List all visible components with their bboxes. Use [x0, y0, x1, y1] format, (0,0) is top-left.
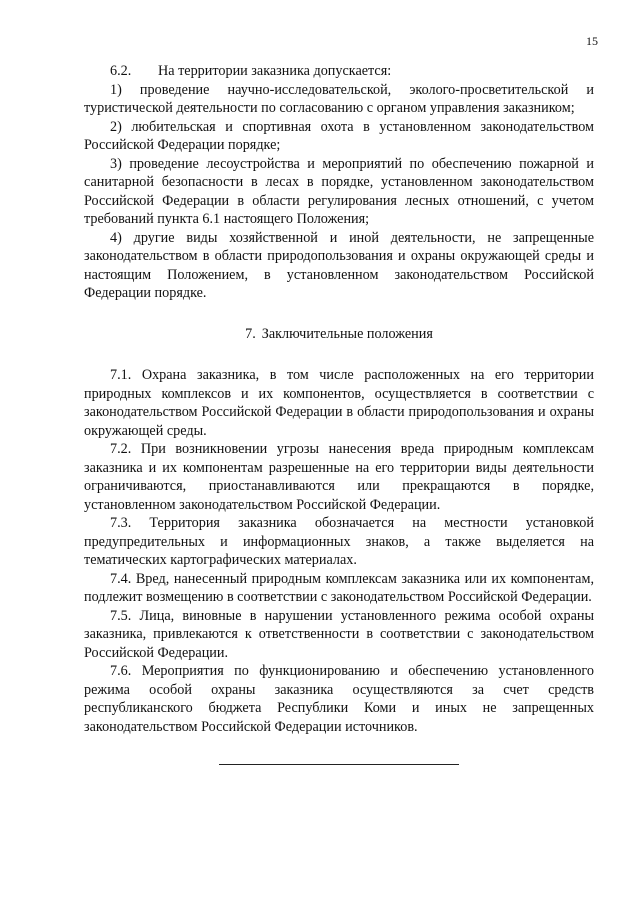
paragraph-7-4: 7.4. Вред, нанесенный природным комплексам заказника или их компонентам, подлежит возмещению в соответствии с законодательством Российской Федерации.: [84, 570, 594, 605]
paragraph-7-6: 7.6. Мероприятия по функционированию и обеспечению установленного режима особой охраны заказника осуществляются за счет средств республиканского бюджета Республики Коми и иных не запрещенных законодательством Российской Федерации источников.: [84, 663, 594, 735]
clause-number: 6.2.: [110, 63, 132, 79]
section-title-text: Заключительные положения: [261, 325, 433, 342]
document-body: [84, 62, 594, 765]
paragraph-7-5: 7.5. Лица, виновные в нарушении установленного режима особой охраны заказника, привлекаются к ответственности в соответствии с законодательством Российской Федерации.: [84, 607, 594, 661]
clause-text: На территории заказника допускается:: [158, 63, 392, 79]
list-item: 1) проведение научно-исследовательской, эколого-просветительской и туристической деятельности по согласованию с органом управления заказником;: [84, 81, 594, 116]
paragraph-7-2: 7.2. При возникновении угрозы нанесения вреда природным комплексам заказника и их компонентам разрешенные на его территории виды деятельности ограничиваются, приостанавливаются или прекращаются в порядке, установленном законодательством Российской Федерации.: [84, 441, 594, 513]
section-heading: [84, 325, 594, 344]
list-item: 3) проведение лесоустройства и мероприятий по обеспечению пожарной и санитарной безопасности в лесах в порядке, установленном законодательством Российской Федерации в области регулирования лесных отношений, с учетом требований пункта 6.1 настоящего Положения;: [84, 155, 594, 227]
paragraph-7-1: 7.1. Охрана заказника, в том числе расположенных на его территории природных комплексов и их компонентов, осуществляется в соответствии с законодательством Российской Федерации в области природопользования и охраны окружающей среды.: [84, 367, 594, 439]
paragraph-7-3: 7.3. Территория заказника обозначается на местности установкой предупредительных и информационных знаков, а также выделяется на тематических картографических материалах.: [84, 515, 594, 568]
list-item: 2) любительская и спортивная охота в установленном законодательством Российской Федерации порядке;: [84, 118, 594, 153]
clause-6-2: [84, 62, 594, 81]
list-item: 4) другие виды хозяйственной и иной деятельности, не запрещенные законодательством в области природопользования и охраны окружающей среды и настоящим Положением, в установленном законодательством Российской Федерации порядке.: [84, 229, 594, 301]
section-number: 7.: [245, 325, 256, 342]
end-of-document-rule: [219, 764, 459, 765]
page-number: 15: [586, 34, 598, 48]
